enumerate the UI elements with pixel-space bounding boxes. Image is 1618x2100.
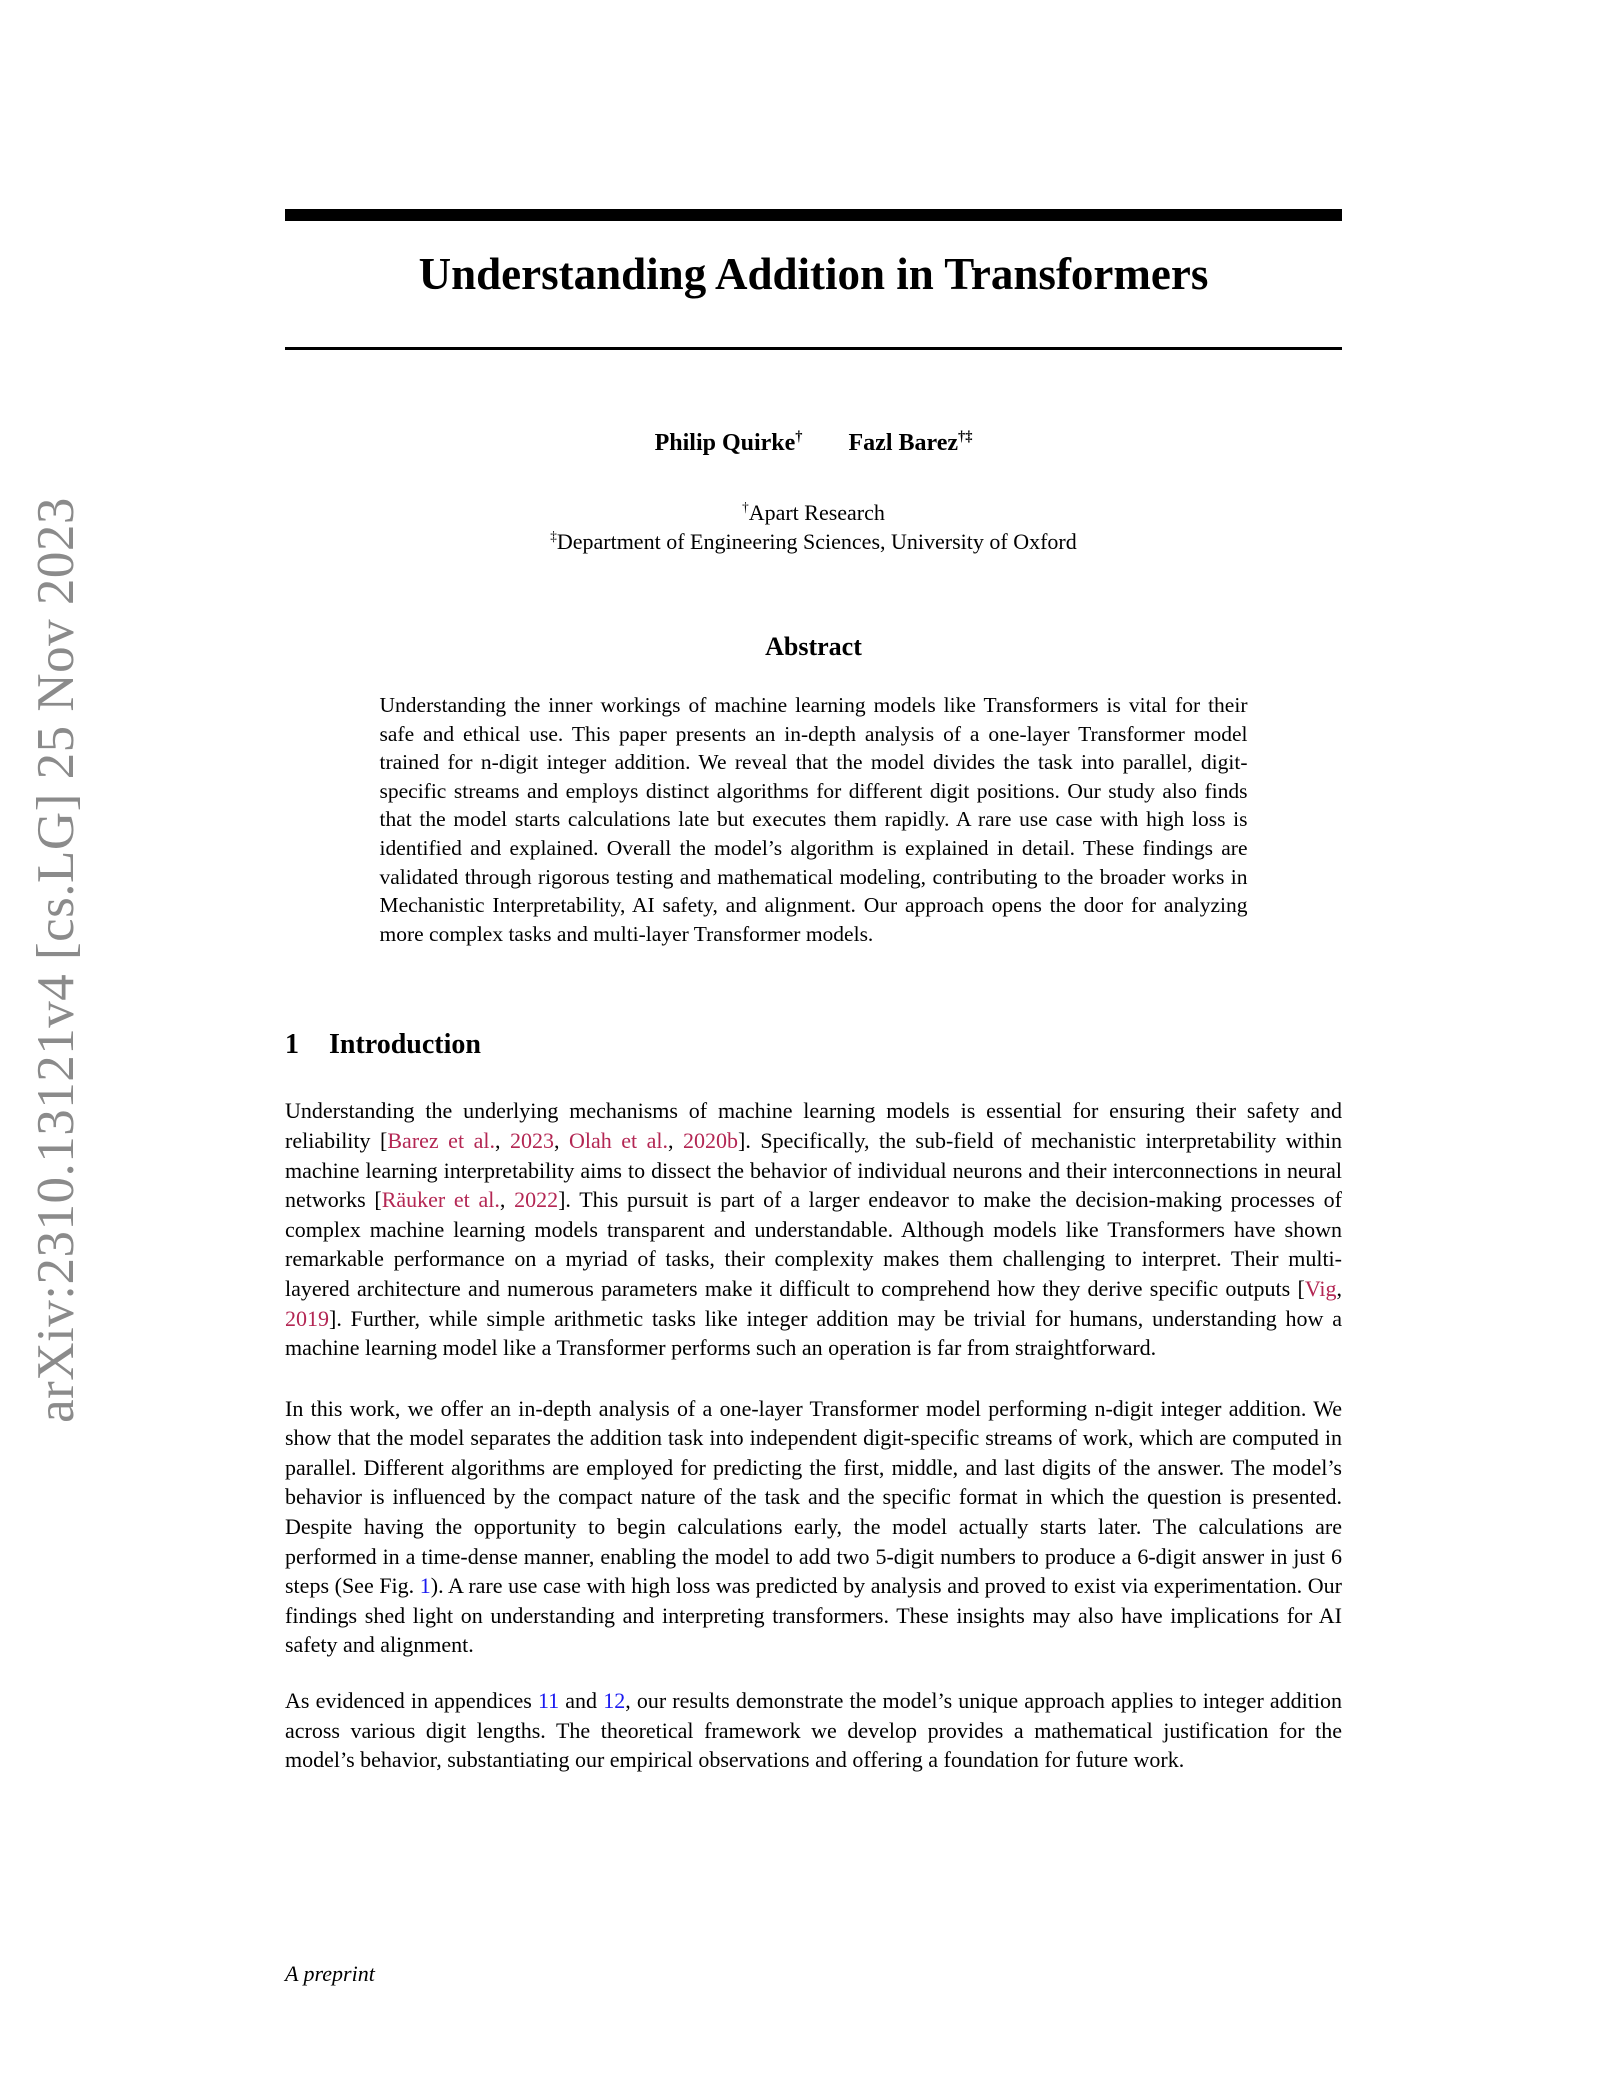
citation-link[interactable]: 2019	[285, 1305, 329, 1331]
text-run: ,	[1336, 1275, 1342, 1301]
author-affiliation-marker: †	[795, 429, 803, 445]
citation-link[interactable]: Vig	[1304, 1275, 1337, 1301]
text-run: ,	[494, 1127, 510, 1153]
author-name: Philip Quirke†	[654, 429, 803, 456]
affiliation-marker: ‡	[550, 528, 557, 544]
citation-link[interactable]: Olah et al.	[568, 1127, 669, 1153]
text-run: As evidenced in appendices	[285, 1688, 538, 1714]
citation-link[interactable]: 2020b	[683, 1127, 739, 1153]
title-rule-bottom	[285, 347, 1342, 350]
arxiv-watermark: arXiv:2310.13121v4 [cs.LG] 25 Nov 2023	[27, 497, 85, 1423]
intro-paragraph-2	[285, 1394, 1342, 1660]
preprint-footer: A preprint	[285, 1961, 375, 1986]
text-run: ,	[668, 1127, 684, 1153]
intro-paragraph-1	[285, 1096, 1342, 1362]
affiliation-marker: †	[742, 499, 749, 515]
text-run: Understanding the underlying mechanisms of machine learning models is essential for ensuring their safety and reliability [	[285, 1098, 1342, 1153]
internal-ref-link[interactable]: 12	[603, 1688, 626, 1714]
section-heading-introduction	[285, 1028, 1342, 1062]
affiliations-block	[285, 498, 1342, 556]
paper-title: Understanding Addition in Transformers	[418, 249, 1209, 299]
author-affiliation-marker: †‡	[958, 429, 973, 445]
author-name: Fazl Barez†‡	[848, 429, 973, 456]
citation-link[interactable]: Räuker et al.	[381, 1187, 500, 1213]
internal-ref-link[interactable]: 1	[419, 1573, 431, 1599]
title-rule-top	[285, 209, 1342, 221]
author-line	[285, 428, 1342, 458]
abstract-heading: Abstract	[765, 632, 862, 661]
affiliation-line: †Apart Research	[742, 499, 885, 525]
paper-content-column	[285, 209, 1342, 1775]
text-run: , our results demonstrate the model’s unique approach applies to integer addition across various digit lengths. The theoretical framework we develop provides a mathematical justification for the model’s behavior, substantiating our empirical observations and offering a foundation for future work.	[285, 1688, 1343, 1773]
text-run: and	[559, 1688, 604, 1714]
section-title: Introduction	[329, 1029, 481, 1061]
citation-link[interactable]: 2023	[509, 1127, 554, 1153]
intro-paragraph-3	[285, 1686, 1342, 1775]
section-number: 1	[285, 1029, 299, 1061]
text-run: ]. This pursuit is part of a larger endeavor to make the decision-making processes of complex machine learning models transparent and understandable. Although models like Transformers have shown remarkable performance on a myriad of tasks, their complexity makes them challenging to interpret. Their multi-layered architecture and numerous parameters make it difficult to comprehend how they derive specific outputs [	[285, 1187, 1343, 1301]
text-run: ,	[499, 1187, 515, 1213]
citation-link[interactable]: 2022	[514, 1187, 559, 1213]
citation-link[interactable]: Barez et al.	[387, 1127, 495, 1153]
abstract-text: Understanding the inner workings of machine learning models like Transformers is vital for their safe and ethical use. This paper presents an in-depth analysis of a one-layer Transformer model trained for n-digit integer addition. We reveal that the model divides the task into parallel, digit-specific streams and employs distinct algorithms for different digit positions. Our study also finds that the model starts calculations late but executes them rapidly. A rare use case with high loss is identified and explained. Overall the model’s algorithm is explained in detail. These findings are validated through rigorous testing and mathematical modeling, contributing to the broader works in Mechanistic Interpretability, AI safety, and alignment. Our approach opens the door for analyzing more complex tasks and multi-layer Transformer models.	[379, 693, 1248, 946]
internal-ref-link[interactable]: 11	[537, 1688, 560, 1714]
text-run: In this work, we offer an in-depth analysis of a one-layer Transformer model performing n-digit integer addition. We show that the model separates the addition task into independent digit-specific streams of work, which are computed in parallel. Different algorithms are employed for predicting the first, middle, and last digits of the answer. The model’s behavior is influenced by the compact nature of the task and the specific format in which the question is presented. Despite having the opportunity to begin calculations early, the model actually starts later. The calculations are performed in a time-dense manner, enabling the model to add two 5-digit numbers to produce a 6-digit answer in just 6 steps (See Fig.	[285, 1395, 1342, 1599]
text-run: ,	[553, 1127, 569, 1153]
text-run: ]. Further, while simple arithmetic tasks like integer addition may be trivial for humans, understanding how a machine learning model like a Transformer performs such an operation is far from straightforward.	[285, 1305, 1342, 1361]
text-run: ]. Specifically, the sub-field of mechanistic interpretability within machine learning interpretability aims to dissect the behavior of individual neurons and their interconnections in neural networks [	[285, 1127, 1343, 1213]
affiliation-line: ‡Department of Engineering Sciences, University of Oxford	[550, 528, 1077, 554]
text-run: ). A rare use case with high loss was predicted by analysis and proved to exist via experimentation. Our findings shed light on understanding and interpreting transformers. These insights may also have implications for AI safety and alignment.	[285, 1573, 1342, 1658]
